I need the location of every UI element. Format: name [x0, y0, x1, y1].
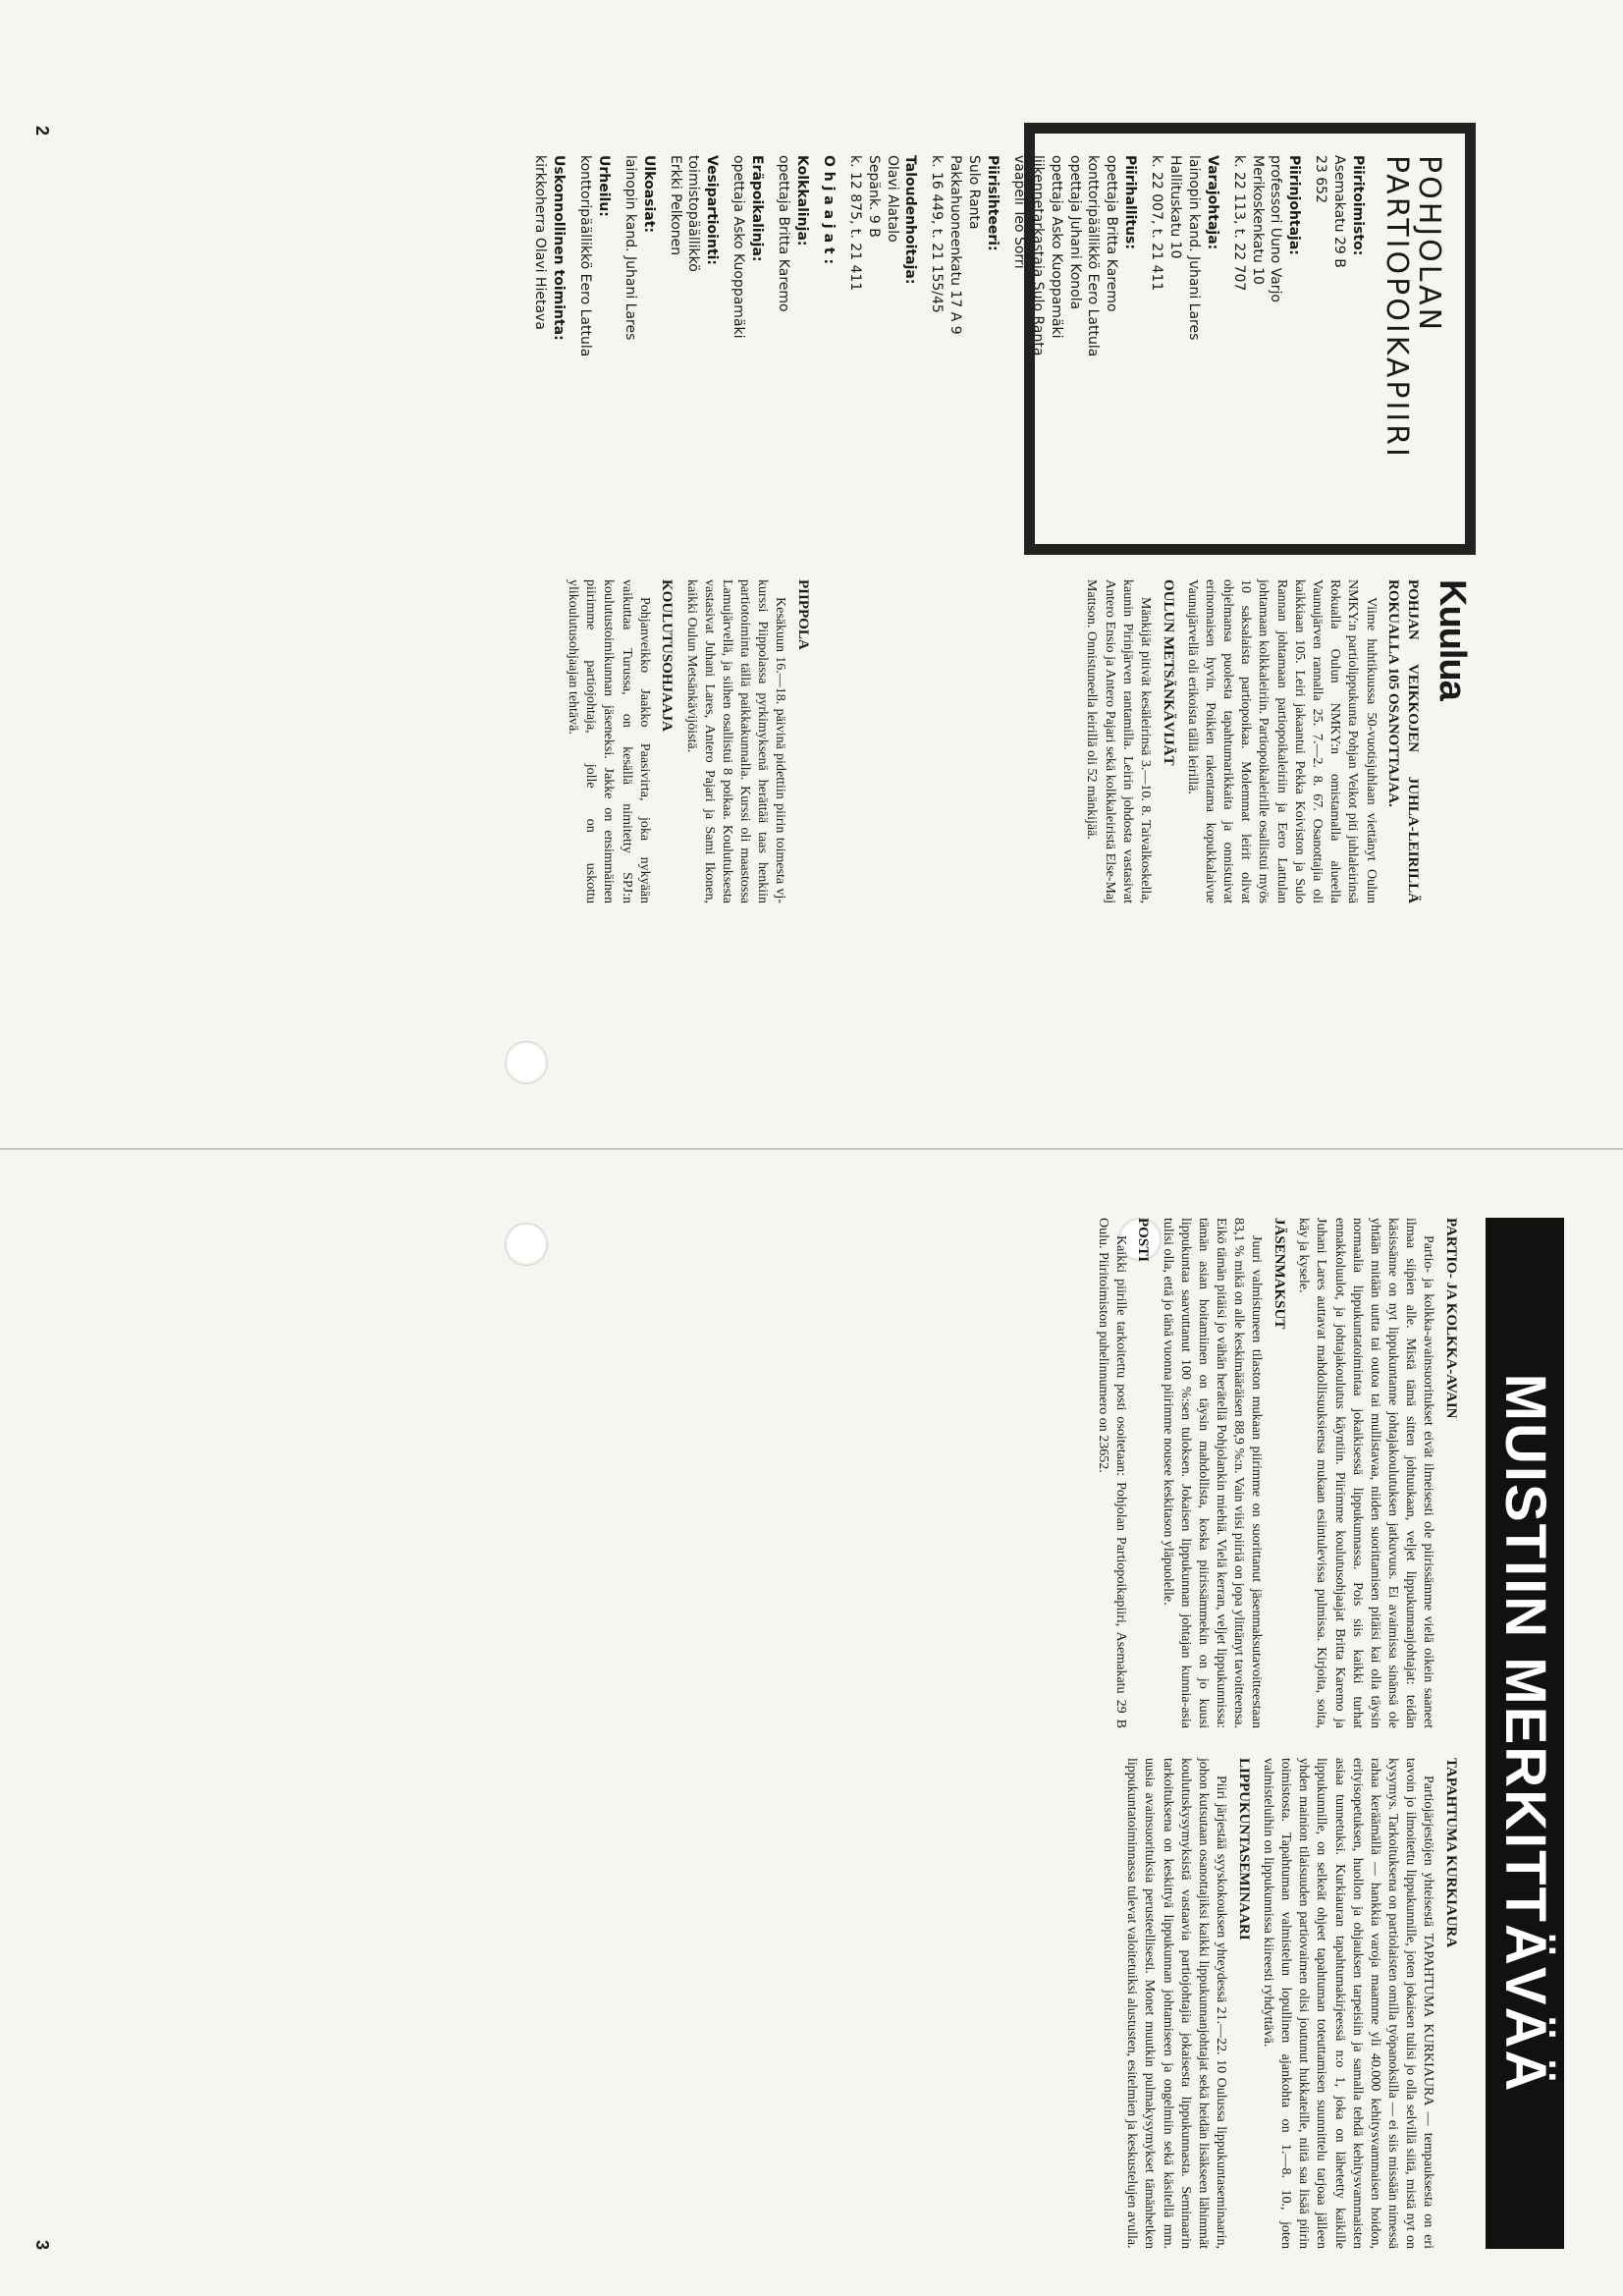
article — [564, 579, 676, 903]
district-info-box — [532, 123, 1476, 555]
contact-line: Sepänk. 9 B — [865, 155, 882, 238]
article — [681, 579, 812, 903]
section-heading-kuulua: Kuulua — [1432, 579, 1473, 700]
article — [1294, 1218, 1460, 1728]
article — [1122, 1758, 1253, 2249]
article-heading: LIPPUKUNTASEMINAARI — [1235, 1758, 1252, 1941]
page-number-left: 2 — [32, 126, 52, 137]
article — [1183, 579, 1422, 903]
contact-line: Olavi Alatalo — [884, 155, 900, 243]
contact-section — [1311, 155, 1367, 522]
contact-section — [666, 155, 722, 522]
contact-line: 23 652 — [1313, 155, 1329, 203]
article-heading: PARTIO- JA KOLKKA-AVAIN — [1443, 1218, 1459, 1419]
contact-line: konttoripäällikkö Eero Lattula — [577, 155, 594, 357]
article-heading: KOULUTUSOHJAAJA — [659, 579, 676, 733]
contact-line: opettaja Juhani Konola — [1066, 155, 1083, 310]
contact-line: k. 22 007, t. 21 411 — [1149, 155, 1165, 292]
district-title: POHJOLAN PARTIOPOIKAPIIRI — [1380, 155, 1446, 460]
contact-line: k. 22 113, t. 22 707 — [1230, 155, 1247, 292]
contact-line: opettaja Asko Kuoppamäki — [730, 155, 747, 339]
contact-label: Piiritoimisto: — [1350, 155, 1366, 256]
news-column-1 — [1078, 579, 1476, 903]
article-body: Partio- ja kolkka-avainsuoritukset eivät ilmeisesti ole piirissämme vielä oikein saaneet ilmaa siipien alle. Mistä tämä sitten johtuukaan, veljet lippukunnanjohtajat: teidän käsissänne on nyt lippukuntanne johtajakoulutuksen jatkuvuus. Ei avaimissa sinänsä ole yhtään mitään uutta tai outoa tai mullistavaa, niiden suorittamisen pitäisi kai olla täysin normaalia lippukuntatoimintaa jokaikisessä lippukunnassa. Pois siis kaikki turhat ennakkoluulot, ja johtajakoulutus käyntiin. Piirimme koulutusohjaajat Britta Karemo ja Juhani Lares auttavat mahdollisuuksiensa mukaan esiintulevissa pulmissa. Kirjoita, soita, käy ja kysele. — [1296, 1218, 1436, 1728]
contact-line: toimistopäällikkö — [685, 155, 702, 272]
right-column-1 — [1090, 1218, 1467, 1728]
contact-section — [729, 155, 766, 522]
contact-line: opettaja Asko Kuoppamäki — [1048, 155, 1064, 339]
contact-section — [845, 155, 920, 522]
article-heading: TAPAHTUMA KURKIAURA — [1443, 1758, 1459, 1948]
article — [1082, 579, 1176, 903]
article-heading: PIIPPOLA — [795, 579, 811, 650]
article-body: Piiri järjestää syyskokouksen yhteydessä 21.—22. 10 Oulussa lippukuntaseminaarin, johon kutsutaan osanottajiksi kaikki lippukunnanjohtajat sekä heidän lisäkseen lähimmät koulutuskysymyksistä vastaavia partiojohtajia jokaisesta lippukunnasta. Seminaarin tarkoituksena on keskittyä lippukunnan johtamiseen ja ongelmiin sekä käsitellä mm. uusia avainsuorituksia perusteellisesti. Monet muutkin pulmakysymykset tämänhetken lippukuntatoiminnassa tulevat valoitetuiksi alustusten, esitelmien ja keskustelujen avulla. — [1124, 1758, 1229, 2249]
contact-section — [927, 155, 1001, 522]
article — [1259, 1758, 1460, 2249]
contact-line: lainopin kand. Juhani Lares — [1185, 155, 1202, 341]
contact-label: Taloudenhoitaja: — [902, 155, 919, 285]
article-heading: POHJAN VEIKKOJEN JUHLA-LEIRILLÄ ROKUALLA 105 OSANOTTAJAA. — [1385, 579, 1421, 903]
contact-line: kirkkoherra Olavi Hietava — [532, 155, 549, 330]
contact-section — [1147, 155, 1221, 522]
contact-label: Ulkoasiat: — [640, 155, 657, 234]
contact-line: Hallituskatu 10 — [1166, 155, 1183, 259]
contact-label: Urheilu: — [595, 155, 612, 217]
article — [1094, 1218, 1153, 1728]
contact-label: Piirinjohtaja: — [1286, 155, 1303, 255]
article-body: Kesäkuun 16.—18. päivinä pidettiin piirin toimesta vj-kurssi Piippolassa pyrkimyksenä herättää taas henkiin partiotoiminta tällä paikkakunnalla. Kurssi oli maastossa Lamujärvellä, ja siihen osallistui 8 poikaa. Koulutuksesta vastasivat Juhani Lares, Antero Pajari ja Sami Ikonen, kaikki Oulun Metsänkävijöistä. — [683, 579, 788, 903]
news-column-2 — [560, 579, 818, 903]
contact-line: Merikoskenkatu 10 — [1249, 155, 1266, 285]
contact-label: Vesipartiointi: — [704, 155, 721, 266]
contact-line: professori Uuno Varjo — [1268, 155, 1284, 302]
page-number-right: 3 — [32, 2240, 52, 2251]
article-heading: JÄSENMAKSUT — [1271, 1218, 1287, 1330]
contact-line: Pakkahuoneenkatu 17 A 9 — [947, 155, 964, 335]
article-body: Viime huhtikuussa 50-vuotisjuhlaan viettänyt Oulun NMKY:n partiolippukunta Pohjan Veikot piti juhlaleirinsä Rokualla Oulun NMKY:n omistamalla alueella Vaunujärven rannalla 25. 7.—2. 8. 67. Osanottajia oli kaikkiaan 105. Leiri jakaantui Pekka Koiviston ja Sulo Rannan johtamaan partiopoikaleiriin ja Eero Lattulan johtamaan kolkkaleiriin. Partiopoikaleirille osallistui myös 10 saksalaista partiopoikaa. Molemmat leirit olivat ohjelmansa puolesta tapahtumarikkaita ja onnistuivat erinomaisen hyvin. Poikien rakentama kopukkalaivue Vaunujärvellä oli erikoista tällä leirillä. — [1184, 579, 1379, 903]
contact-label: Uskonnollinen toiminta: — [551, 155, 568, 341]
contact-section — [774, 155, 811, 522]
article — [1158, 1218, 1288, 1728]
contact-section — [530, 155, 568, 522]
contact-label: Piirisihteeri: — [984, 155, 1001, 251]
article-body: Mänkijät pitivät kesäleirinsä 3.—10. 8. Taivalkoskella, kaunin Pirinjärven rantamilla. Leirin johdosta vastasivat Antero Ensio ja Antero Pajari sekä kolkkaleiristä Else-Maj Mattson. Onnistuneella leirillä oli 52 mänkijää. — [1084, 579, 1154, 903]
contact-line: opettaja Britta Karemo — [776, 155, 792, 312]
article-body: Juuri valmistuneen tilaston mukaan piirimme on suorittanut jäsenmaksutavoitteestaan 83,1 % mikä on alle keskimääräisen 88,9 %:n. Vain viisi piiriä on jopa ylittänyt tavoitteensa. Eikö tämän pitäisi jo vähän herätellä Pohjolankin miehiä. Vielä kerran, veljet lippukunnissa: tämän asian hoitamiinen on täysin mahdollista, koska piirissämmekin on jo kuusi lippukuntaa saavuttanut 100 %:sen tuloksen. Jokaisen lippukunnan johtajan kunnia-asia tulisi olla, että jo tänä vuonna piirimme nousee keskitason yläpuolelle. — [1160, 1218, 1265, 1728]
right-column-2 — [1118, 1758, 1466, 2249]
article-body: Partiojärjestöjen yhteisestä TAPAHTUMA KURKIAURA — tempauksesta on eri tavoin jo ilmoitettu lippukunnille, joten jokaisen tulisi jo olla selvillä siitä, mistä nyt on kysymys. Tarkoituksena on partiolaisten omilla työpanoksilla — ei siis missään nimessä rahaa keräämällä — hankkia varoja maamme yli 40.000 kehitysvammaisen hoidon, erityisopetuksen, huollon ja ohjauksen tarpeisiin ja samalla tehdä kehitysvammaisten asiaa tunnetuksi. Kurkiauran tapahtumakirjeessä n:o 1, joka on lähetetty kaikille lippukunnille, on selkeät ohjeet tapahtuman toteuttamisen suunnittelu tarjoaa jälleen yhden mainion tilaisuuden partiovaimen olisi joutunut hukkateille, niitä saa lisää piirin toimistosta. Tapahtuman valmistelun lopullinen ajankohta on 1.—8. 10., joten valmisteluihin on lippukunnissa kiireesti ryhdyttävä. — [1260, 1758, 1436, 2249]
contact-line: Sulo Ranta — [966, 155, 983, 230]
contact-line: konttoripäällikkö Eero Lattula — [1085, 155, 1102, 357]
contact-label: Piirihallitus: — [1122, 155, 1139, 249]
article-body: Kaikki piirille tarkoitettu posti osoitetaan: Pohjolan Partiopoikapiiri, Asemakatu 29 B Oulu. Piiritoimiston puhelinnumero on 23652. — [1095, 1218, 1128, 1728]
contact-line: lainopin kand. Juhani Lares — [622, 155, 638, 341]
contact-line: vääpeli Teo Sorri — [1010, 155, 1027, 269]
article-heading: OULUN METSÄNKÄVIJÄT — [1160, 579, 1176, 766]
contact-line: k. 16 449, t. 21 155/45 — [929, 155, 946, 313]
contact-label: Eräpoikalinja: — [749, 155, 766, 262]
contact-section — [621, 155, 658, 522]
contact-section — [575, 155, 613, 522]
article-body: Pohjanveikko Jaakko Paasivirta, joka nykyään vaikuttaa Turussa, on kesällä nimitetty SPJ:n koulutustoimikunnan jäseneksi. Jakke on ensimmäinen piirimme partiojohtaja, jolle on uskottu ylikoulutusohjaajan tehtävä. — [566, 579, 652, 903]
contact-line: k. 12 875, t. 21 411 — [846, 155, 863, 292]
contact-label: O h j a a j a t : — [820, 155, 837, 265]
district-contacts — [530, 155, 1367, 522]
contact-line: Erkki Pelkonen — [667, 155, 683, 256]
contact-section — [1009, 155, 1139, 522]
article-heading: POSTI — [1135, 1218, 1152, 1263]
contact-label: Varajohtaja: — [1204, 155, 1220, 250]
contact-line: opettaja Britta Karemo — [1104, 155, 1120, 312]
contact-line: liikennetarkastaja Sulo Ranta — [1029, 155, 1046, 356]
contact-line: Asemakatu 29 B — [1331, 155, 1348, 268]
banner-muistiin-merkittavaa: MUISTIIN MERKITTÄVÄÄ — [1486, 1218, 1564, 2249]
contact-section — [819, 155, 838, 522]
contact-label: Kolkkalinja: — [793, 155, 810, 246]
contact-section — [1229, 155, 1304, 522]
